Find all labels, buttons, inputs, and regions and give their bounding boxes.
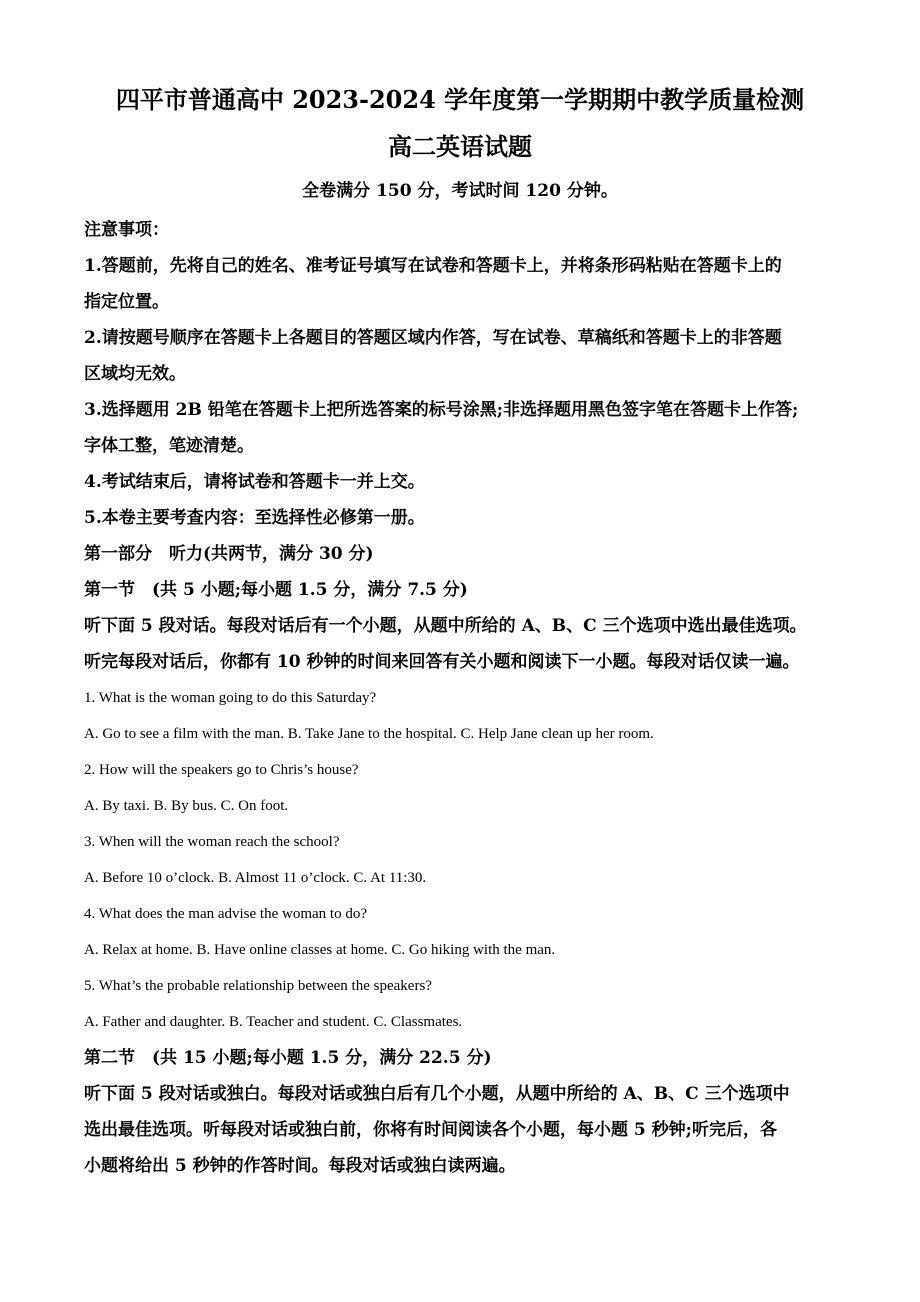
question-4-options: A. Relax at home. B. Have online classes at home. C. Go hiking with the man. xyxy=(84,942,556,958)
question-3: 3. When will the woman reach the school? xyxy=(84,834,340,850)
note-3-line-2: 字体工整，笔迹清楚。 xyxy=(84,436,254,456)
question-3-options: A. Before 10 o’clock. B. Almost 11 o’clock. C. At 11:30. xyxy=(84,870,427,886)
section1-heading: 第一节 (共 5 小题;每小题 1.5 分，满分 7.5 分) xyxy=(84,580,468,600)
section2-instruction-line-2: 选出最佳选项。听每段对话或独白前，你将有时间阅读各个小题，每小题 5 秒钟;听完后，各 xyxy=(84,1120,777,1140)
note-2-line-2: 区域均无效。 xyxy=(84,364,186,384)
question-4: 4. What does the man advise the woman to do? xyxy=(84,906,367,922)
section1-instruction-line-2: 听完每段对话后，你都有 10 秒钟的时间来回答有关小题和阅读下一小题。每段对话仅读一遍。 xyxy=(84,652,800,672)
note-5: 5.本卷主要考查内容：至选择性必修第一册。 xyxy=(84,508,425,528)
exam-body xyxy=(84,212,840,1184)
question-2: 2. How will the speakers go to Chris’s house? xyxy=(84,762,359,778)
note-2-line-1: 2.请按题号顺序在答题卡上各题目的答题区域内作答，写在试卷、草稿纸和答题卡上的非答题 xyxy=(84,328,782,348)
note-4: 4.考试结束后，请将试卷和答题卡一并上交。 xyxy=(84,472,425,492)
exam-subject-title: 高二英语试题 xyxy=(388,132,532,161)
note-1-line-1: 1.答题前，先将自己的姓名、准考证号填写在试卷和答题卡上，并将条形码粘贴在答题卡上的 xyxy=(84,256,782,276)
section2-instruction-line-1: 听下面 5 段对话或独白。每段对话或独白后有几个小题，从题中所给的 A、B、C 三个选项中 xyxy=(84,1084,790,1104)
exam-score-time: 全卷满分 150 分，考试时间 120 分钟。 xyxy=(302,181,618,201)
question-2-options: A. By taxi. B. By bus. C. On foot. xyxy=(84,798,289,814)
exam-title: 四平市普通高中 2023-2024 学年度第一学期期中教学质量检测 xyxy=(115,85,805,114)
question-1-options: A. Go to see a film with the man. B. Take Jane to the hospital. C. Help Jane clean up her room. xyxy=(84,726,654,742)
question-5: 5. What’s the probable relationship between the speakers? xyxy=(84,978,432,994)
question-1: 1. What is the woman going to do this Saturday? xyxy=(84,690,377,706)
question-5-options: A. Father and daughter. B. Teacher and student. C. Classmates. xyxy=(84,1014,463,1030)
note-3-line-1: 3.选择题用 2B 铅笔在答题卡上把所选答案的标号涂黑;非选择题用黑色签字笔在答题卡上作答; xyxy=(84,400,799,420)
note-1-line-2: 指定位置。 xyxy=(84,292,169,312)
section2-instruction-line-3: 小题将给出 5 秒钟的作答时间。每段对话或独白读两遍。 xyxy=(84,1156,516,1176)
notes-heading: 注意事项： xyxy=(84,220,169,240)
section2-heading: 第二节 (共 15 小题;每小题 1.5 分，满分 22.5 分) xyxy=(84,1048,492,1068)
part1-heading: 第一部分 听力(共两节，满分 30 分) xyxy=(84,544,374,564)
section1-instruction-line-1: 听下面 5 段对话。每段对话后有一个小题，从题中所给的 A、B、C 三个选项中选出最佳选项。 xyxy=(84,616,807,636)
